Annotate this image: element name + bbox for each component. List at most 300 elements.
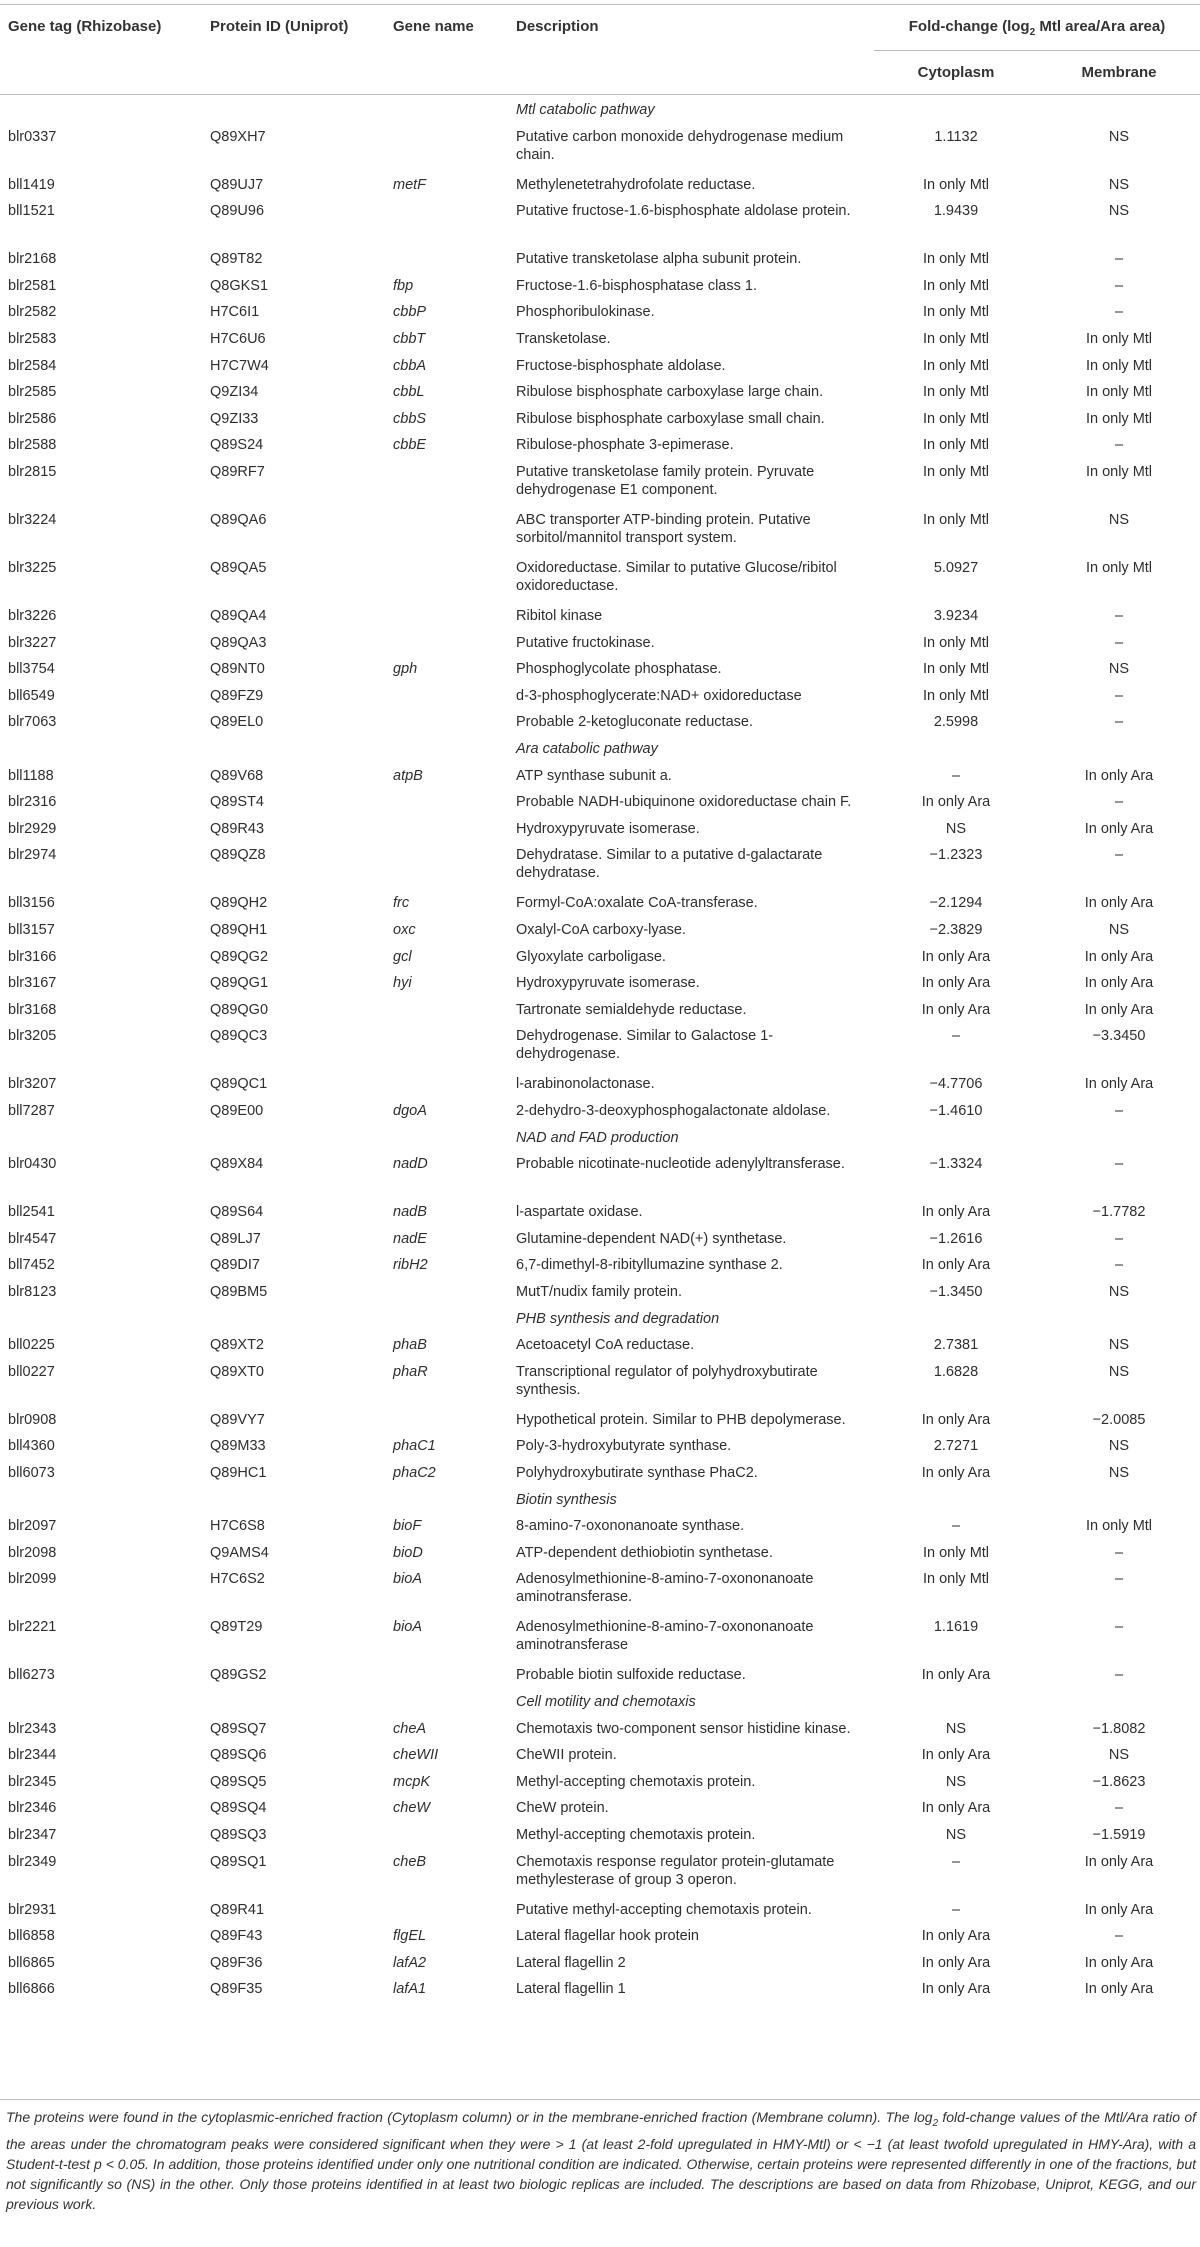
description-cell: Oxidoreductase. Similar to putative Glucose/ribitol oxidoreductase. xyxy=(516,560,837,594)
section-title: Ara catabolic pathway xyxy=(516,741,658,757)
cytoplasm-value-cell: In only Ara xyxy=(921,1981,991,1998)
protein-id-cell: Q89BM5 xyxy=(210,1284,268,1300)
cytoplasm-value-cell: −2.3829 xyxy=(929,922,983,938)
gene-tag-cell: blr3226 xyxy=(8,608,57,624)
gene-name-cell: cbbS xyxy=(393,410,427,427)
membrane-value-cell: – xyxy=(1114,1800,1124,1817)
description-cell: Methylenetetrahydrofolate reductase. xyxy=(516,176,756,193)
cytoplasm-value-cell: 2.7271 xyxy=(933,1438,979,1455)
cytoplasm-value-cell: 2.5998 xyxy=(933,714,979,731)
protein-id-cell: H7C6U6 xyxy=(210,331,266,347)
gene-name-cell: nadB xyxy=(393,1204,427,1221)
cytoplasm-value-cell: 2.7381 xyxy=(933,1337,979,1354)
cytoplasm-value-cell: −2.1294 xyxy=(929,895,983,912)
cytoplasm-value-cell: – xyxy=(951,767,961,784)
description-cell: 8-amino-7-oxononanoate synthase. xyxy=(516,1518,745,1535)
gene-name-cell: cheB xyxy=(393,1853,427,1870)
membrane-value-cell: NS xyxy=(1108,512,1130,528)
gene-tag-cell: bll6073 xyxy=(8,1465,55,1481)
protein-id-cell: H7C7W4 xyxy=(210,357,269,374)
membrane-value-cell: NS xyxy=(1108,1465,1130,1481)
description-cell: Hypothetical protein. Similar to PHB depolymerase. xyxy=(516,1411,846,1428)
protein-id-cell: Q89SQ3 xyxy=(210,1827,267,1843)
membrane-value-cell: – xyxy=(1114,608,1124,624)
protein-id-cell: Q89QA5 xyxy=(210,560,267,576)
cytoplasm-value-cell: In only Mtl xyxy=(922,1571,990,1588)
gene-tag-cell: bll7287 xyxy=(8,1103,55,1119)
protein-id-cell: H7C6I1 xyxy=(210,304,260,321)
gene-name-cell: mcpK xyxy=(393,1773,431,1790)
protein-id-cell: Q89F35 xyxy=(210,1981,263,1998)
membrane-value-cell: In only Ara xyxy=(1084,948,1154,965)
membrane-value-cell: NS xyxy=(1108,1438,1130,1455)
description-cell: Ribulose bisphosphate carboxylase large chain. xyxy=(516,384,824,401)
gene-name-cell: metF xyxy=(393,176,427,193)
protein-id-cell: Q89F36 xyxy=(210,1954,263,1971)
cytoplasm-value-cell: In only Ara xyxy=(921,1001,991,1018)
gene-tag-cell: blr8123 xyxy=(8,1284,57,1300)
gene-name-cell: bioD xyxy=(393,1544,423,1561)
membrane-value-cell: In only Mtl xyxy=(1085,331,1153,347)
gene-tag-cell: blr3167 xyxy=(8,975,57,992)
protein-id-cell: Q8GKS1 xyxy=(210,277,269,294)
membrane-value-cell: – xyxy=(1114,687,1124,704)
gene-tag-cell: bll7452 xyxy=(8,1257,55,1274)
membrane-value-cell: NS xyxy=(1108,1747,1130,1764)
protein-id-cell: Q89NT0 xyxy=(210,661,265,678)
gene-tag-cell: bll6866 xyxy=(8,1981,55,1998)
protein-id-cell: Q89QH2 xyxy=(210,895,268,912)
protein-id-cell: Q89S24 xyxy=(210,437,264,454)
protein-id-cell: Q89HC1 xyxy=(210,1465,267,1481)
gene-tag-cell: blr3224 xyxy=(8,512,57,528)
membrane-value-cell: In only Mtl xyxy=(1085,1518,1153,1535)
membrane-value-cell: – xyxy=(1114,1156,1124,1173)
footnote-pre: The proteins were found in the cytoplasmic-enriched fraction (Cytoplasm column) or in the membrane-enriched fraction (Membrane column). The $\log_2$ fold-change values of the Mtl/Ara ratio of the areas under the chromatogram peaks were considered significant when they were > 1 (at least 2-fold upregulated in HMY-Mtl) or < −1 (at least twofold upregulated in HMY-Ara), with a Student-t-test p < 0.05. In addition, those proteins identified under only one nutritional condition are indicated. Otherwise, certain proteins were represented differently in one of the fractions, but not significantly so (NS) in the other. Only those proteins identified in at least two biologic replicas are included. The descriptions are based on data from Rhizobase, Uniprot, KEGG, and our previous work. xyxy=(6,2109,1196,2212)
gene-tag-cell: blr2582 xyxy=(8,304,57,321)
protein-id-cell: Q89QG0 xyxy=(210,1001,269,1018)
gene-tag-cell: blr2343 xyxy=(8,1720,57,1737)
gene-name-cell: cheW xyxy=(393,1800,431,1817)
protein-id-cell: Q9ZI33 xyxy=(210,410,259,427)
description-cell: Glyoxylate carboligase. xyxy=(516,948,666,965)
gene-tag-cell: blr2815 xyxy=(8,464,57,480)
gene-tag-cell: blr2581 xyxy=(8,277,57,294)
membrane-value-cell: – xyxy=(1114,794,1124,811)
bottom-rule xyxy=(0,2099,1200,2100)
cytoplasm-value-cell: In only Ara xyxy=(921,1928,991,1945)
cytoplasm-value-cell: −1.4610 xyxy=(929,1103,983,1119)
gene-tag-cell: blr3207 xyxy=(8,1076,57,1093)
gene-name-cell: ribH2 xyxy=(393,1257,428,1274)
membrane-value-cell: – xyxy=(1114,714,1124,731)
membrane-value-cell: – xyxy=(1114,1257,1124,1274)
gene-tag-cell: blr0430 xyxy=(8,1156,57,1173)
gene-name-cell: frc xyxy=(393,895,410,912)
description-cell: d-3-phosphoglycerate:NAD+ oxidoreductase xyxy=(516,687,802,704)
membrane-value-cell: In only Mtl xyxy=(1085,384,1153,401)
description-cell: Probable nicotinate-nucleotide adenylyltransferase. xyxy=(516,1156,845,1173)
membrane-value-cell: NS xyxy=(1108,128,1130,145)
cytoplasm-value-cell: In only Mtl xyxy=(922,384,990,401)
protein-id-cell: Q89LJ7 xyxy=(210,1230,261,1247)
top-rule xyxy=(0,4,1200,5)
protein-id-cell: Q89SQ6 xyxy=(210,1747,267,1764)
description-cell: Dehydrogenase. Similar to Galactose 1-dehydrogenase. xyxy=(516,1028,774,1063)
gene-name-cell: bioF xyxy=(393,1518,422,1535)
table-footnote xyxy=(6,2107,1196,2214)
membrane-value-cell: – xyxy=(1114,1103,1124,1119)
gene-tag-cell: bll0227 xyxy=(8,1363,55,1380)
membrane-value-cell: In only Ara xyxy=(1084,1853,1154,1870)
gene-tag-cell: bll6273 xyxy=(8,1667,55,1684)
header-protein-id: Protein ID (Uniprot) xyxy=(210,18,349,35)
gene-tag-cell: bll3156 xyxy=(8,895,55,912)
protein-id-cell: Q9AMS4 xyxy=(210,1544,269,1561)
cytoplasm-value-cell: In only Mtl xyxy=(922,331,990,347)
cytoplasm-value-cell: In only Mtl xyxy=(922,357,990,374)
membrane-value-cell: – xyxy=(1114,1544,1124,1561)
protein-id-cell: Q89EL0 xyxy=(210,714,264,731)
membrane-value-cell: In only Ara xyxy=(1084,895,1154,912)
protein-id-cell: Q89R41 xyxy=(210,1901,265,1918)
cytoplasm-value-cell: In only Ara xyxy=(921,1747,991,1764)
protein-id-cell: Q89QG2 xyxy=(210,948,269,965)
gene-name-cell: nadE xyxy=(393,1230,427,1247)
cytoplasm-value-cell: In only Mtl xyxy=(922,464,990,480)
description-cell: Putative transketolase family protein. Pyruvate dehydrogenase E1 component. xyxy=(516,464,815,498)
cytoplasm-value-cell: In only Ara xyxy=(921,1667,991,1684)
description-cell: ABC transporter ATP-binding protein. Putative sorbitol/mannitol transport system. xyxy=(516,512,811,546)
cytoplasm-value-cell: 3.9234 xyxy=(933,608,979,624)
membrane-value-cell: – xyxy=(1114,277,1124,294)
protein-id-cell: Q89SQ4 xyxy=(210,1800,267,1817)
description-cell: Putative fructose-1.6-bisphosphate aldolase protein. xyxy=(516,203,851,220)
header-cytoplasm: Cytoplasm xyxy=(917,64,995,81)
protein-id-cell: Q89GS2 xyxy=(210,1667,267,1684)
gene-tag-cell: blr2586 xyxy=(8,410,57,427)
gene-name-cell: lafA2 xyxy=(393,1954,427,1971)
gene-tag-cell: bll2541 xyxy=(8,1204,55,1221)
gene-name-cell: cbbL xyxy=(393,384,425,401)
gene-name-cell: hyi xyxy=(393,975,412,992)
description-cell: Hydroxypyruvate isomerase. xyxy=(516,820,700,837)
description-cell: 6,7-dimethyl-8-ribityllumazine synthase 2. xyxy=(516,1257,783,1274)
cytoplasm-value-cell: In only Ara xyxy=(921,794,991,811)
description-cell: ATP-dependent dethiobiotin synthetase. xyxy=(516,1544,773,1561)
description-cell: Putative transketolase alpha subunit protein. xyxy=(516,251,802,268)
description-cell: Transcriptional regulator of polyhydroxybutirate synthesis. xyxy=(516,1363,818,1398)
protein-id-cell: Q89VY7 xyxy=(210,1411,265,1428)
protein-id-cell: Q89R43 xyxy=(210,820,265,837)
membrane-value-cell: – xyxy=(1114,1571,1124,1588)
cytoplasm-value-cell: NS xyxy=(945,1773,967,1790)
header-gene-tag: Gene tag (Rhizobase) xyxy=(8,18,162,35)
membrane-value-cell: In only Mtl xyxy=(1085,410,1153,427)
protein-id-cell: Q89X84 xyxy=(210,1156,264,1173)
protein-id-cell: Q89QC1 xyxy=(210,1076,268,1093)
header-bottom-rule xyxy=(0,94,1200,95)
gene-tag-cell: bll1188 xyxy=(8,767,54,784)
membrane-value-cell: −1.5919 xyxy=(1092,1827,1146,1843)
protein-id-cell: Q9ZI34 xyxy=(210,384,259,401)
gene-tag-cell: blr2588 xyxy=(8,437,57,454)
gene-tag-cell: bll6549 xyxy=(8,687,55,704)
description-cell: l-aspartate oxidase. xyxy=(516,1204,643,1221)
protein-id-cell: Q89U96 xyxy=(210,203,265,220)
cytoplasm-value-cell: – xyxy=(951,1901,961,1918)
gene-tag-cell: blr2168 xyxy=(8,251,57,268)
gene-name-cell: lafA1 xyxy=(393,1981,427,1998)
gene-tag-cell: blr2098 xyxy=(8,1544,57,1561)
gene-tag-cell: blr2099 xyxy=(8,1571,57,1588)
protein-id-cell: Q89SQ5 xyxy=(210,1773,267,1790)
description-cell: Lateral flagellin 1 xyxy=(516,1981,626,1998)
membrane-value-cell: NS xyxy=(1108,1337,1130,1354)
membrane-value-cell: – xyxy=(1114,304,1124,321)
gene-tag-cell: bll0225 xyxy=(8,1337,55,1354)
cytoplasm-value-cell: In only Ara xyxy=(921,948,991,965)
membrane-value-cell: NS xyxy=(1108,661,1130,678)
protein-id-cell: Q89M33 xyxy=(210,1438,266,1455)
membrane-value-cell: – xyxy=(1114,1928,1124,1945)
cytoplasm-value-cell: −4.7706 xyxy=(929,1076,983,1093)
membrane-value-cell: In only Mtl xyxy=(1085,357,1153,374)
protein-id-cell: Q89QA4 xyxy=(210,608,267,624)
membrane-value-cell: NS xyxy=(1108,203,1130,220)
section-title: Cell motility and chemotaxis xyxy=(516,1694,696,1710)
gene-tag-cell: blr2345 xyxy=(8,1773,57,1790)
protein-id-cell: Q89QH1 xyxy=(210,922,268,938)
gene-name-cell: oxc xyxy=(393,922,416,938)
gene-tag-cell: bll1419 xyxy=(8,176,55,193)
gene-tag-cell: blr2347 xyxy=(8,1827,57,1843)
cytoplasm-value-cell: In only Ara xyxy=(921,975,991,992)
description-cell: CheWII protein. xyxy=(516,1747,617,1764)
gene-tag-cell: blr2929 xyxy=(8,820,57,837)
membrane-value-cell: NS xyxy=(1108,922,1130,938)
cytoplasm-value-cell: In only Ara xyxy=(921,1954,991,1971)
gene-name-cell: phaC2 xyxy=(393,1465,436,1481)
membrane-value-cell: In only Mtl xyxy=(1085,560,1153,576)
gene-tag-cell: bll6858 xyxy=(8,1928,55,1945)
cytoplasm-value-cell: NS xyxy=(945,820,967,837)
description-cell: Hydroxypyruvate isomerase. xyxy=(516,975,700,992)
protein-id-cell: Q89S64 xyxy=(210,1204,264,1221)
description-cell: Transketolase. xyxy=(516,331,611,347)
protein-id-cell: Q89QZ8 xyxy=(210,847,266,864)
protein-id-cell: Q89XT0 xyxy=(210,1363,264,1380)
cytoplasm-value-cell: In only Mtl xyxy=(922,304,990,321)
membrane-value-cell: In only Ara xyxy=(1084,820,1154,837)
protein-id-cell: Q89F43 xyxy=(210,1928,263,1945)
gene-tag-cell: bll1521 xyxy=(8,203,55,220)
gene-name-cell: cbbE xyxy=(393,437,427,454)
cytoplasm-value-cell: In only Mtl xyxy=(922,1544,990,1561)
cytoplasm-value-cell: In only Mtl xyxy=(922,687,990,704)
gene-name-cell: flgEL xyxy=(393,1928,427,1945)
header-membrane: Membrane xyxy=(1081,64,1157,81)
cytoplasm-value-cell: – xyxy=(951,1853,961,1870)
description-cell: MutT/nudix family protein. xyxy=(516,1284,683,1300)
membrane-value-cell: −2.0085 xyxy=(1092,1411,1146,1428)
description-cell: Ribulose-phosphate 3-epimerase. xyxy=(516,437,734,454)
gene-name-cell: gcl xyxy=(393,948,412,965)
cytoplasm-value-cell: In only Ara xyxy=(921,1257,991,1274)
description-cell: Oxalyl-CoA carboxy-lyase. xyxy=(516,922,687,938)
gene-tag-cell: blr2097 xyxy=(8,1518,57,1535)
membrane-value-cell: In only Ara xyxy=(1084,1981,1154,1998)
gene-tag-cell: blr2349 xyxy=(8,1853,57,1870)
description-cell: Tartronate semialdehyde reductase. xyxy=(516,1001,747,1018)
description-cell: CheW protein. xyxy=(516,1800,609,1817)
membrane-value-cell: – xyxy=(1114,1619,1124,1636)
header-fold-change: Fold-change ($\log_2$ Mtl area/Ara area) xyxy=(908,18,1166,38)
gene-tag-cell: blr7063 xyxy=(8,714,57,731)
gene-tag-cell: bll3754 xyxy=(8,661,55,678)
description-cell: Lateral flagellar hook protein xyxy=(516,1928,699,1945)
protein-id-cell: Q89T29 xyxy=(210,1619,263,1636)
gene-name-cell: cbbT xyxy=(393,331,426,347)
gene-tag-cell: blr2344 xyxy=(8,1747,57,1764)
gene-tag-cell: bll6865 xyxy=(8,1954,55,1971)
cytoplasm-value-cell: In only Mtl xyxy=(922,661,990,678)
table-header xyxy=(0,0,1200,95)
section-title: Biotin synthesis xyxy=(516,1491,617,1508)
protein-id-cell: H7C6S2 xyxy=(210,1571,265,1588)
gene-name-cell: phaB xyxy=(393,1337,427,1354)
gene-tag-cell: blr3205 xyxy=(8,1028,57,1045)
membrane-value-cell: In only Ara xyxy=(1084,1001,1154,1018)
protein-id-cell: Q89SQ7 xyxy=(210,1720,267,1737)
gene-tag-cell: blr2974 xyxy=(8,847,57,864)
gene-name-cell: cheWII xyxy=(393,1747,439,1764)
membrane-value-cell: In only Ara xyxy=(1084,1901,1154,1918)
description-cell: Adenosylmethionine-8-amino-7-oxononanoate aminotransferase. xyxy=(516,1571,814,1606)
gene-name-cell: cbbP xyxy=(393,304,427,321)
description-cell: Fructose-bisphosphate aldolase. xyxy=(516,357,726,374)
membrane-value-cell: – xyxy=(1114,437,1124,454)
protein-id-cell: Q89XT2 xyxy=(210,1337,264,1354)
cytoplasm-value-cell: 1.6828 xyxy=(933,1363,979,1380)
protein-id-cell: Q89XH7 xyxy=(210,128,266,145)
membrane-value-cell: In only Ara xyxy=(1084,1954,1154,1971)
description-cell: Chemotaxis two-component sensor histidine kinase. xyxy=(516,1720,851,1737)
gene-tag-cell: blr3168 xyxy=(8,1001,57,1018)
description-cell: Putative fructokinase. xyxy=(516,634,655,651)
description-cell: Phosphoglycolate phosphatase. xyxy=(516,661,722,678)
protein-id-cell: Q89V68 xyxy=(210,767,264,784)
gene-tag-cell: blr0908 xyxy=(8,1411,57,1428)
description-cell: Methyl-accepting chemotaxis protein. xyxy=(516,1773,756,1790)
protein-id-cell: Q89QG1 xyxy=(210,975,269,992)
membrane-value-cell: −3.3450 xyxy=(1092,1028,1146,1045)
section-title: NAD and FAD production xyxy=(516,1129,679,1146)
description-cell: Chemotaxis response regulator protein-glutamate methylesterase of group 3 operon. xyxy=(516,1853,835,1888)
protein-id-cell: H7C6S8 xyxy=(210,1518,265,1535)
description-cell: Ribitol kinase xyxy=(516,608,603,624)
cytoplasm-value-cell: −1.3450 xyxy=(929,1284,983,1300)
gene-name-cell: gph xyxy=(393,661,418,678)
description-cell: Putative methyl-accepting chemotaxis protein. xyxy=(516,1901,812,1918)
gene-tag-cell: blr2221 xyxy=(8,1619,57,1636)
description-cell: Ribulose bisphosphate carboxylase small chain. xyxy=(516,410,825,427)
protein-id-cell: Q89UJ7 xyxy=(210,176,264,193)
gene-tag-cell: blr4547 xyxy=(8,1230,57,1247)
description-cell: Fructose-1.6-bisphosphatase class 1. xyxy=(516,277,757,294)
cytoplasm-value-cell: In only Mtl xyxy=(922,176,990,193)
cytoplasm-value-cell: In only Mtl xyxy=(922,251,990,268)
cytoplasm-value-cell: −1.3324 xyxy=(929,1156,983,1173)
description-cell: Glutamine-dependent NAD(+) synthetase. xyxy=(516,1230,787,1247)
gene-tag-cell: blr2316 xyxy=(8,794,57,811)
membrane-value-cell: – xyxy=(1114,847,1124,864)
description-cell: Probable 2-ketogluconate reductase. xyxy=(516,714,753,731)
gene-tag-cell: blr2585 xyxy=(8,384,57,401)
gene-name-cell: nadD xyxy=(393,1156,428,1173)
description-cell: Poly-3-hydroxybutyrate synthase. xyxy=(516,1438,732,1455)
cytoplasm-value-cell: 1.1619 xyxy=(933,1619,979,1636)
gene-tag-cell: blr3225 xyxy=(8,560,57,576)
cytoplasm-value-cell: In only Ara xyxy=(921,1411,991,1428)
cytoplasm-value-cell: In only Ara xyxy=(921,1465,991,1481)
description-cell: Putative carbon monoxide dehydrogenase medium chain. xyxy=(516,128,844,163)
membrane-value-cell: −1.8082 xyxy=(1092,1720,1146,1737)
gene-tag-cell: blr2346 xyxy=(8,1800,57,1817)
membrane-value-cell: In only Ara xyxy=(1084,1076,1154,1093)
gene-tag-cell: blr2583 xyxy=(8,331,57,347)
gene-tag-cell: blr0337 xyxy=(8,128,57,145)
cytoplasm-value-cell: 1.9439 xyxy=(933,203,979,220)
gene-tag-cell: blr2931 xyxy=(8,1901,57,1918)
membrane-value-cell: −1.8623 xyxy=(1092,1773,1146,1790)
description-cell: Phosphoribulokinase. xyxy=(516,304,655,321)
description-cell: Dehydratase. Similar to a putative d-galactarate dehydratase. xyxy=(516,847,823,882)
cytoplasm-value-cell: −1.2616 xyxy=(929,1230,983,1247)
gene-name-cell: dgoA xyxy=(393,1103,427,1119)
section-title: Mtl catabolic pathway xyxy=(516,102,655,118)
cytoplasm-value-cell: NS xyxy=(945,1720,967,1737)
membrane-value-cell: – xyxy=(1114,1667,1124,1684)
gene-name-cell: cbbA xyxy=(393,357,427,374)
protein-id-cell: Q89E00 xyxy=(210,1103,264,1119)
membrane-value-cell: NS xyxy=(1108,1363,1130,1380)
gene-name-cell: bioA xyxy=(393,1619,423,1636)
description-cell: ATP synthase subunit a. xyxy=(516,767,672,784)
protein-id-cell: Q89RF7 xyxy=(210,464,265,480)
protein-id-cell: Q89QA6 xyxy=(210,512,267,528)
protein-id-cell: Q89ST4 xyxy=(210,794,264,811)
cytoplasm-value-cell: In only Mtl xyxy=(922,634,990,651)
membrane-value-cell: −1.7782 xyxy=(1092,1204,1146,1221)
description-cell: 2-dehydro-3-deoxyphosphogalactonate aldolase. xyxy=(516,1103,831,1119)
description-cell: Polyhydroxybutirate synthase PhaC2. xyxy=(516,1465,758,1481)
gene-name-cell: phaR xyxy=(393,1363,428,1380)
cytoplasm-value-cell: In only Mtl xyxy=(922,512,990,528)
gene-tag-cell: bll3157 xyxy=(8,922,55,938)
description-cell: Acetoacetyl CoA reductase. xyxy=(516,1337,695,1354)
gene-name-cell: atpB xyxy=(393,767,423,784)
protein-id-cell: Q89FZ9 xyxy=(210,687,264,704)
membrane-value-cell: – xyxy=(1114,634,1124,651)
membrane-value-cell: In only Ara xyxy=(1084,975,1154,992)
membrane-value-cell: – xyxy=(1114,251,1124,268)
cytoplasm-value-cell: – xyxy=(951,1028,961,1045)
fold-change-rule xyxy=(874,50,1200,51)
description-cell: Adenosylmethionine-8-amino-7-oxononanoate aminotransferase xyxy=(516,1619,814,1654)
cytoplasm-value-cell: In only Mtl xyxy=(922,437,990,454)
header-gene-name: Gene name xyxy=(393,18,474,35)
